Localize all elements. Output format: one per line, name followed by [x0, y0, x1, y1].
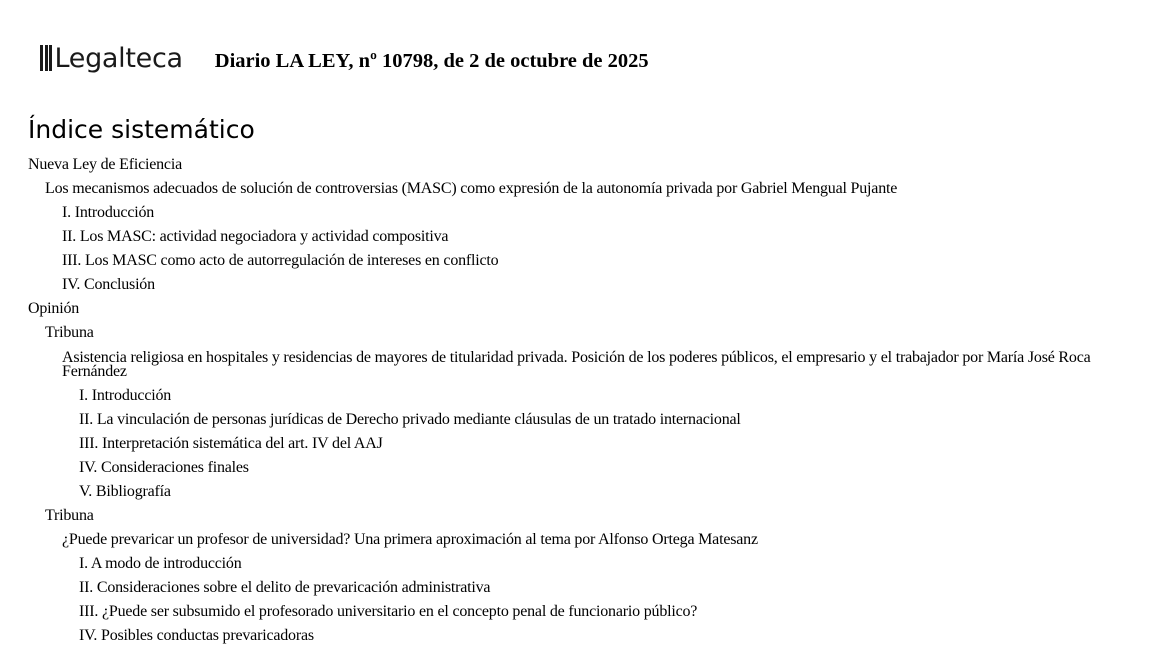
- table-of-contents: [0, 153, 1162, 648]
- toc-article-link[interactable]: ¿Puede prevaricar un profesor de universidad? Una primera aproximación al tema por Alfonso Ortega Matesanz: [62, 531, 758, 548]
- page-header: [40, 38, 649, 78]
- toc-subsection-link[interactable]: II. Consideraciones sobre el delito de prevaricación administrativa: [79, 579, 491, 596]
- toc-subsection[interactable]: Tribuna: [45, 324, 94, 341]
- toc-subsection-link[interactable]: III. Interpretación sistemática del art. IV del AAJ: [79, 435, 383, 452]
- logo-bars-icon: [40, 45, 54, 71]
- toc-subsection-link[interactable]: III. ¿Puede ser subsumido el profesorado universitario en el concepto penal de funcionario público?: [79, 603, 698, 620]
- toc-section[interactable]: Opinión: [28, 300, 80, 317]
- toc-section[interactable]: Nueva Ley de Eficiencia: [28, 156, 182, 173]
- issue-title: Diario LA LEY, nº 10798, de 2 de octubre de 2025: [214, 49, 649, 72]
- toc-article-link[interactable]: Asistencia religiosa en hospitales y residencias de mayores de titularidad privada. Posición de los poderes públicos, el empresario y el trabajador por María José Roca Fernández: [62, 349, 1091, 380]
- toc-subsection-link[interactable]: I. A modo de introducción: [79, 555, 242, 572]
- toc-subsection-link[interactable]: II. Los MASC: actividad negociadora y actividad compositiva: [62, 228, 449, 245]
- toc-subsection-link[interactable]: II. La vinculación de personas jurídicas de Derecho privado mediante cláusulas de un tratado internacional: [79, 411, 741, 428]
- legalteca-logo[interactable]: [40, 42, 183, 74]
- toc-article-link[interactable]: Los mecanismos adecuados de solución de controversias (MASC) como expresión de la autonomía privada por Gabriel Mengual Pujante: [45, 180, 898, 197]
- toc-subsection-link[interactable]: I. Introducción: [62, 204, 155, 221]
- toc-subsection-link[interactable]: IV. Posibles conductas prevaricadoras: [79, 627, 314, 644]
- toc-subsection-link[interactable]: I. Introducción: [79, 387, 172, 404]
- toc-subsection-link[interactable]: V. Bibliografía: [79, 483, 171, 500]
- logo-text: Legalteca: [54, 42, 183, 74]
- toc-subsection-link[interactable]: IV. Consideraciones finales: [79, 459, 249, 476]
- toc-subsection-link[interactable]: IV. Conclusión: [62, 276, 155, 293]
- toc-subsection-link[interactable]: III. Los MASC como acto de autorregulación de intereses en conflicto: [62, 252, 499, 269]
- index-heading: Índice sistemático: [28, 115, 255, 144]
- toc-subsection[interactable]: Tribuna: [45, 507, 94, 524]
